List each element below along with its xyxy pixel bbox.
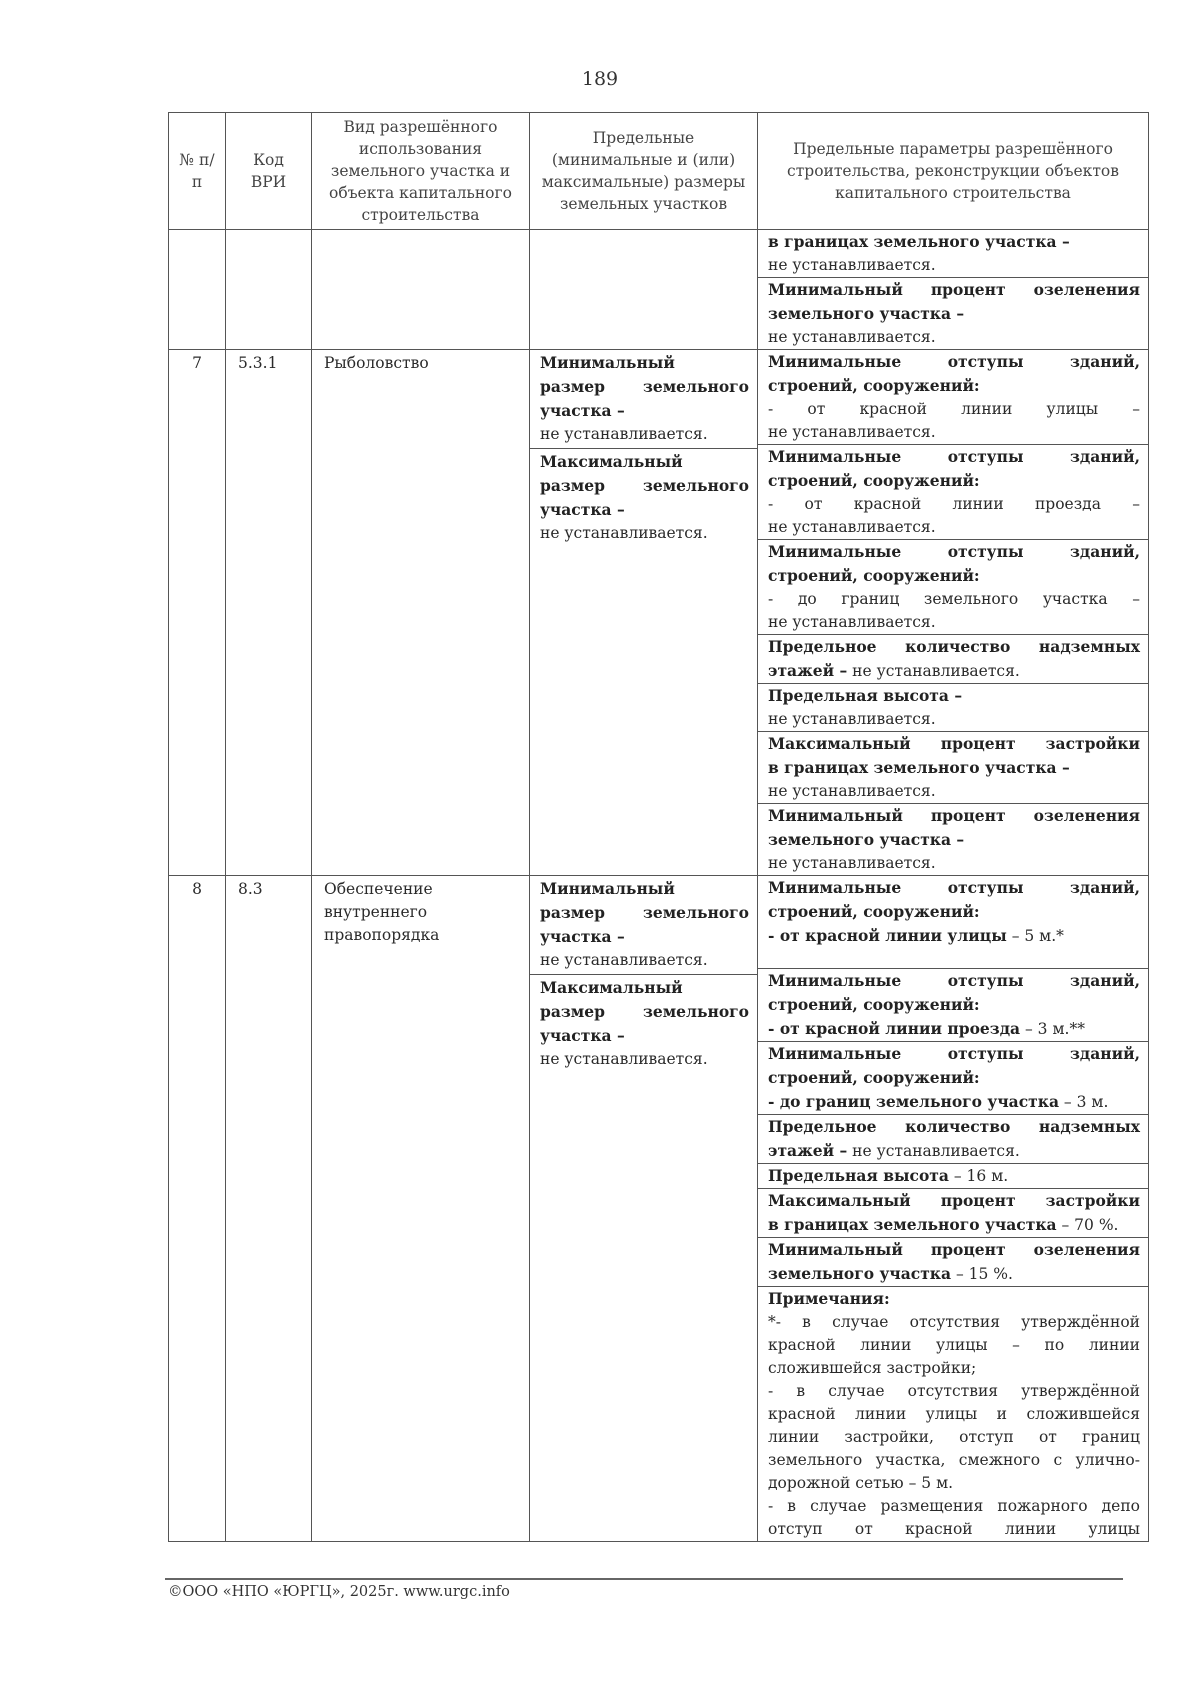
header-number: № п/п xyxy=(169,113,226,230)
param-item: Предельное количество надземных этажей – не устанавливается. xyxy=(758,634,1148,683)
footer-copyright: ©ООО «НПО «ЮРГЦ», 2025г. www.urgc.info xyxy=(168,1584,510,1600)
vri-name: Обеспечение внутреннего правопорядка xyxy=(312,876,530,1542)
param-label: Минимальный процент озеленения xyxy=(768,280,1140,299)
param-item: Минимальный процент озеленения земельного участка – не устанавливается. xyxy=(758,803,1148,875)
param-item: Минимальные отступы зданий, строений, сооружений: - от красной линии проезда – 3 м.** xyxy=(758,968,1148,1041)
notes-title: Примечания: xyxy=(768,1289,890,1308)
params-cell xyxy=(758,230,1149,350)
notes-block: Примечания: *- в случае отсутствия утверждённой красной линии улицы – по линии сложившейся застройки; - в случае отсутствия утверждённой красной линии улицы и сложившейся линии застройки, отступ от границ земельного участка, смежного с улично- дорожной сетью – 5 м. - в случае размещения пожарного депо отступ от красной линии улицы xyxy=(758,1286,1148,1541)
param-label: земельного участка – xyxy=(768,304,965,323)
row-number: 7 xyxy=(169,350,226,876)
table-row-continued xyxy=(169,230,1149,350)
min-size-block: Минимальный размер земельного участка – не устанавливается. xyxy=(540,353,749,443)
max-size-block: Максимальный размер земельного участка – не устанавливается. xyxy=(530,974,757,1073)
param-item: Минимальные отступы зданий, строений, сооружений: - до границ земельного участка – 3 м. xyxy=(758,1041,1148,1114)
header-code: Код ВРИ xyxy=(226,113,312,230)
param-item xyxy=(758,277,1148,349)
param-label: в границах земельного участка – xyxy=(768,232,1070,251)
min-size-block: Минимальный размер земельного участка – не устанавливается. xyxy=(540,879,749,969)
header-use-type: Вид разрешённого использования земельного участка и объекта капитального строительства xyxy=(312,113,530,230)
params-cell xyxy=(758,350,1149,876)
param-item xyxy=(758,230,1148,277)
header-plot-sizes: Предельные (минимальные и (или) максимальные) размеры земельных участков xyxy=(530,113,758,230)
param-item: Минимальный процент озеленения земельного участка – 15 %. xyxy=(758,1237,1148,1286)
vri-name: Рыболовство xyxy=(312,350,530,876)
param-item: Минимальные отступы зданий, строений, сооружений: - от красной линии проезда – не устанавливается. xyxy=(758,444,1148,539)
params-cell xyxy=(758,876,1149,1542)
row-number: 8 xyxy=(169,876,226,1542)
param-item: Максимальный процент застройки в границах земельного участка – 70 %. xyxy=(758,1188,1148,1237)
param-item: Предельное количество надземных этажей – не устанавливается. xyxy=(758,1114,1148,1163)
param-item: Минимальные отступы зданий, строений, сооружений: - до границ земельного участка – не устанавливается. xyxy=(758,539,1148,634)
param-item: Минимальные отступы зданий, строений, сооружений: - от красной линии улицы – 5 м.* xyxy=(768,878,1140,945)
page-number: 189 xyxy=(581,68,619,90)
vri-code: 5.3.1 xyxy=(226,350,312,876)
param-item: Предельная высота – не устанавливается. xyxy=(758,683,1148,731)
param-item: Предельная высота – 16 м. xyxy=(758,1163,1148,1188)
table-row xyxy=(169,350,1149,876)
table-header-row xyxy=(169,113,1149,230)
param-value: не устанавливается. xyxy=(768,256,936,274)
footer-divider xyxy=(165,1578,1123,1580)
zoning-parameters-table xyxy=(168,112,1149,1542)
param-value: не устанавливается. xyxy=(768,328,936,346)
sizes-cell xyxy=(530,876,758,1542)
table-row xyxy=(169,876,1149,1542)
header-build-params: Предельные параметры разрешённого строительства, реконструкции объектов капитального строительства xyxy=(758,113,1149,230)
vri-code: 8.3 xyxy=(226,876,312,1542)
param-item: Максимальный процент застройки в границах земельного участка – не устанавливается. xyxy=(758,731,1148,803)
sizes-cell xyxy=(530,350,758,876)
param-item: Минимальные отступы зданий, строений, сооружений: - от красной линии улицы – не устанавливается. xyxy=(768,352,1140,441)
max-size-block: Максимальный размер земельного участка – не устанавливается. xyxy=(530,448,757,547)
